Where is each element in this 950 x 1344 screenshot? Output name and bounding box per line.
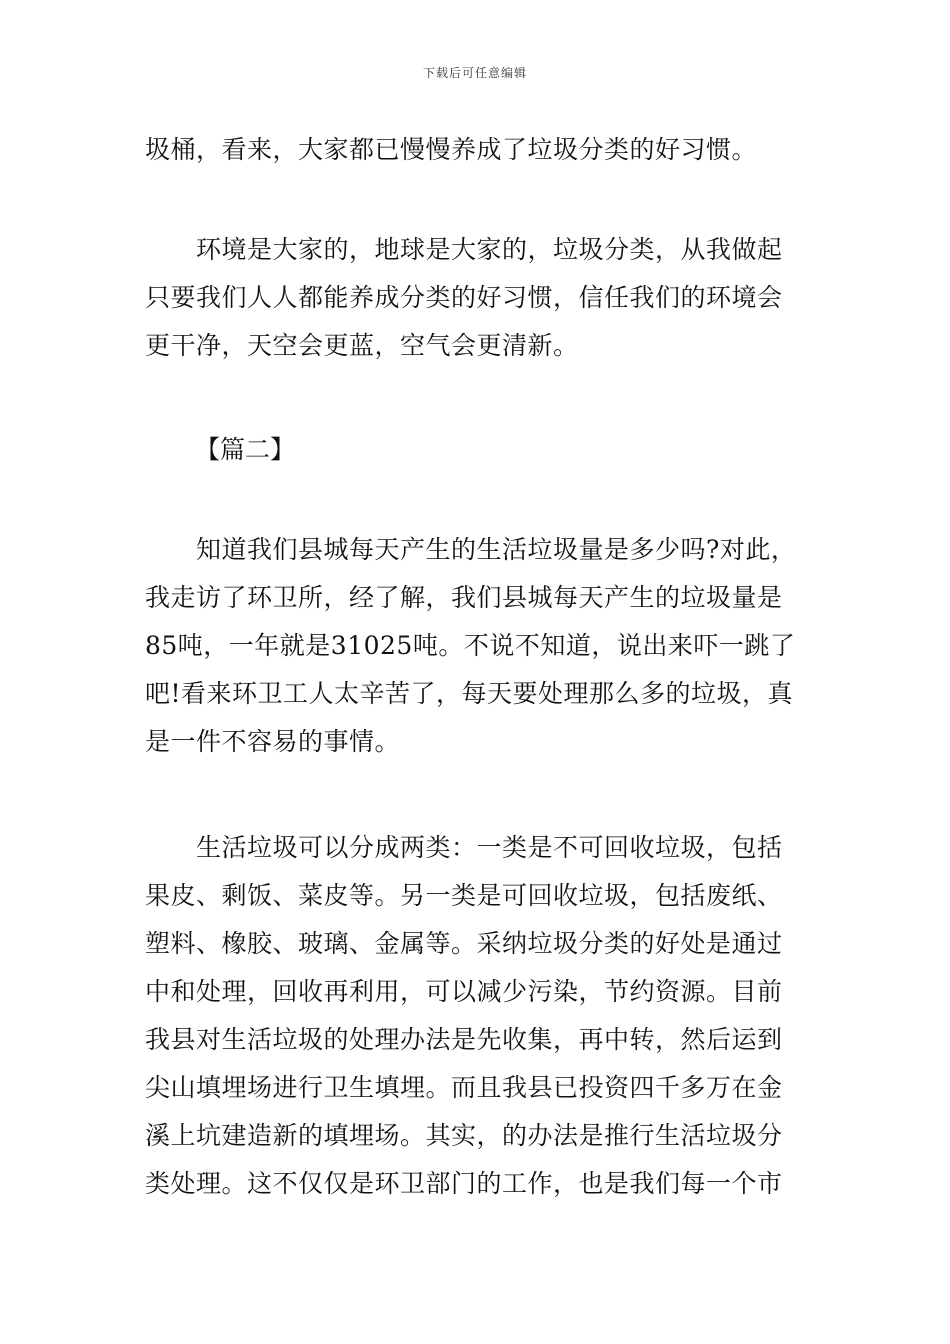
paragraph-line: 是一件不容易的事情。 bbox=[145, 727, 401, 756]
paragraph-line: 生活垃圾可以分成两类：一类是不可回收垃圾，包括 bbox=[145, 833, 783, 862]
paragraph-line: 圾桶，看来，大家都已慢慢养成了垃圾分类的好习惯。 bbox=[145, 135, 758, 164]
paragraph-line: 更干净，天空会更蓝，空气会更清新。 bbox=[145, 331, 579, 360]
paragraph-line: 我县对生活垃圾的处理办法是先收集，再中转，然后运到 bbox=[145, 1025, 783, 1054]
paragraph-line: 只要我们人人都能养成分类的好习惯，信任我们的环境会 bbox=[145, 283, 783, 312]
paragraph-line: 塑料、橡胶、玻璃、金属等。采纳垃圾分类的好处是通过 bbox=[145, 929, 783, 958]
paragraph-line: 溪上坑建造新的填埋场。其实，的办法是推行生活垃圾分 bbox=[145, 1121, 783, 1150]
paragraph-line: 果皮、剩饭、菜皮等。另一类是可回收垃圾，包括废纸、 bbox=[145, 881, 783, 910]
paragraph-3 bbox=[145, 526, 810, 766]
paragraph-line: 中和处理，回收再利用，可以减少污染，节约资源。目前 bbox=[145, 977, 783, 1006]
paragraph-2 bbox=[145, 226, 810, 370]
paragraph-line: 类处理。这不仅仅是环卫部门的工作，也是我们每一个市 bbox=[145, 1169, 783, 1198]
section-heading: 【篇二】 bbox=[195, 435, 296, 464]
paragraph-line: 知道我们县城每天产生的生活垃圾量是多少吗?对此， bbox=[145, 535, 797, 564]
paragraph-line: 我走访了环卫所，经了解，我们县城每天产生的垃圾量是 bbox=[145, 583, 783, 612]
paragraph-line: 85吨，一年就是31025吨。不说不知道，说出来吓一跳了 bbox=[145, 631, 796, 660]
paragraph-line: 尖山填埋场进行卫生填埋。而且我县已投资四千多万在金 bbox=[145, 1073, 783, 1102]
paragraph-line: 吧!看来环卫工人太辛苦了，每天要处理那么多的垃圾，真 bbox=[145, 679, 794, 708]
paragraph-line: 环境是大家的，地球是大家的，垃圾分类，从我做起 bbox=[145, 235, 783, 264]
paragraph-4 bbox=[145, 824, 810, 1208]
page-header: 下载后可任意编辑 bbox=[422, 66, 527, 80]
paragraph-1 bbox=[145, 126, 810, 174]
